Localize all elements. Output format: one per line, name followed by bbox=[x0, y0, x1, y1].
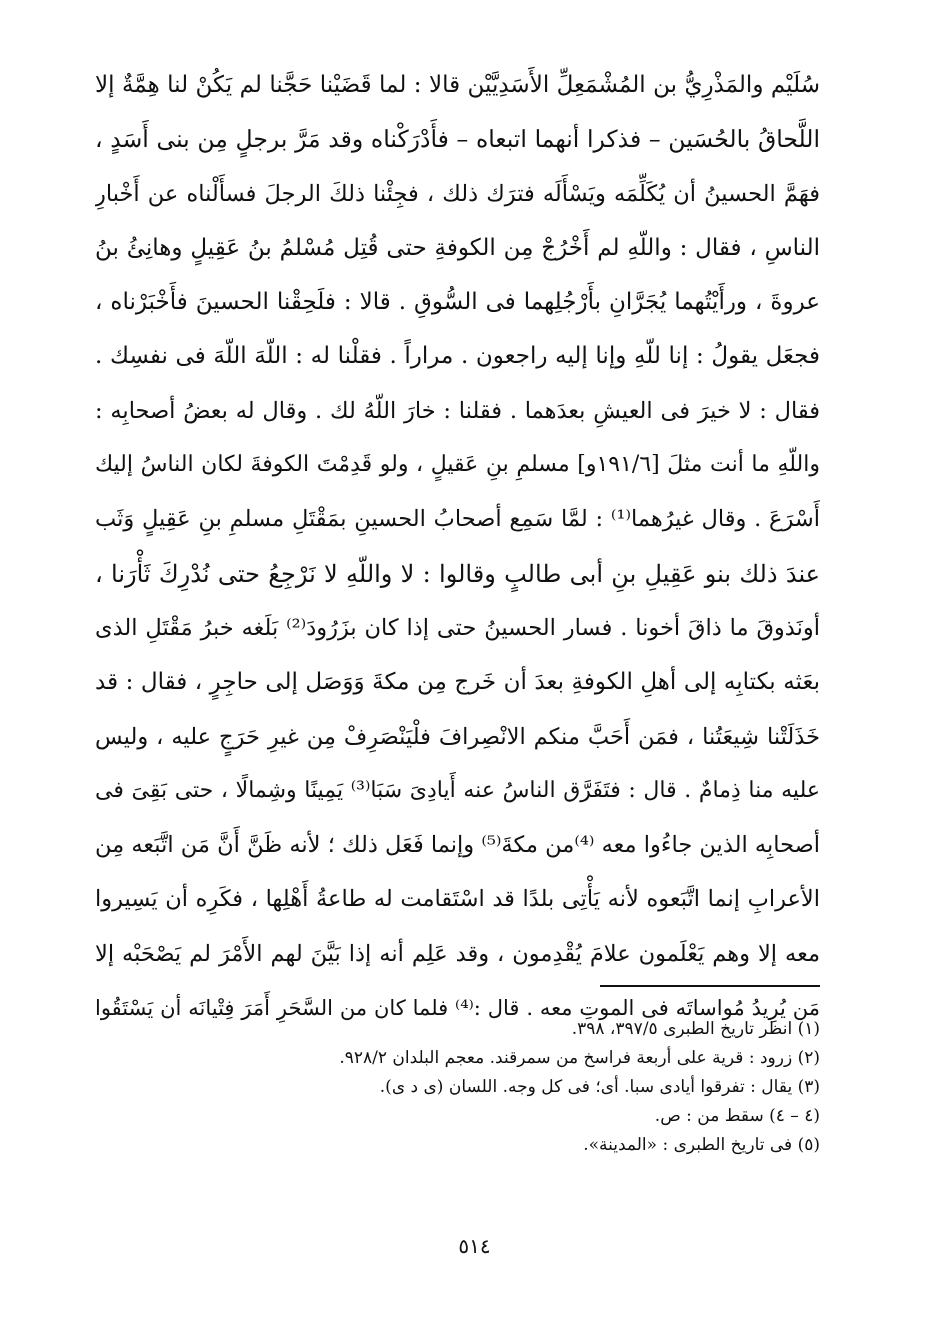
text-line-17: معه إلا وهم يَعْلَمون علامَ يُقْدِمون ، وقد عَلِم أنه إذا بَيَّنَ لهم الأَمْرَ لم يَصْحَبْه إلا bbox=[95, 940, 820, 967]
text-line-8: واللّهِ ما أنت مثلَ [١٩١/٦و] مسلمِ بنِ عَقيلٍ ، ولو قَدِمْتَ الكوفةَ لكان الناسُ إليك bbox=[95, 452, 820, 478]
text-line-11: أونَذوقَ ما ذاقَ أخونا . فسار الحسينُ حتى إذا كان بزَرُودَ⁽²⁾ بَلَغه خبرُ مَقْتَلِ الذى bbox=[95, 614, 820, 641]
footnotes bbox=[280, 1015, 820, 1160]
text-line-14: عليه منا ذِمامٌ . قال : فتَفَرَّق الناسُ عنه أَيادِىَ سَبَا⁽³⁾ يَمِينًا وشِمالًا ، حتى بَقِىَ فى bbox=[95, 777, 820, 803]
footnote-separator bbox=[600, 985, 820, 987]
text-line-7: فقال : لا خيرَ فى العيشِ بعدَهما . فقلنا : خارَ اللّهُ لك . وقال له بعضُ أصحابِه : bbox=[95, 397, 820, 424]
text-line-6: فجعَل يقولُ : إنا للّهِ وإنا إليه راجعون . مراراً . فقلْنا له : اللّهَ اللّهَ فى نفسِك . bbox=[95, 343, 820, 370]
text-line-18: مَن يُرِيدُ مُواساتَه فى الموتِ معه . قال :⁽⁴⁾ فلما كان من السَّحَرِ أَمَرَ فِتْيانَه أن يَسْتَقُوا bbox=[95, 996, 820, 1021]
footnote-4: (٤ – ٤) سقط من : ص. bbox=[654, 1106, 820, 1126]
footnote-5: (٥) فى تاريخ الطبرى : «المدينة». bbox=[583, 1135, 820, 1155]
page-number: ٥١٤ bbox=[458, 1234, 491, 1258]
text-line-2: اللَّحاقُ بالحُسَين – فذكرا أنهما اتبعاه – فأَدْرَكْناه وقد مَرَّ برجلٍ مِن بنى أَسَدٍ ، bbox=[95, 125, 820, 154]
text-line-16: الأعرابِ إنما اتَّبَعوه لأنه يَأْتِى بلدًا قد اسْتَقامت له طاعةُ أَهْلِها ، فكَرِه أن يَسِيروا bbox=[95, 886, 820, 913]
main-text-body bbox=[95, 58, 820, 1035]
text-line-12: بعَثه بكتابِه إلى أهلِ الكوفةِ بعدَ أن خَرج مِن مكةَ وَوَصَل إلى حاجِرٍ ، فقال : قد bbox=[95, 669, 820, 696]
footnote-2: (٢) زرود : قرية على أربعة فراسخ من سمرقند. معجم البلدان ٩٢٨/٢. bbox=[339, 1048, 820, 1068]
text-line-9: أَسْرَعَ . وقال غيرُهما⁽¹⁾ : لمَّا سَمِع أصحابُ الحسينِ بمَقْتَلِ مسلمِ بنِ عَقِيلٍ وَثَب bbox=[95, 506, 820, 533]
text-line-4: الناسِ ، فقال : واللّهِ لم أَخْرُجْ مِن الكوفةِ حتى قُتِل مُسْلمُ بنُ عَقِيلٍ وهانِئُ بنُ bbox=[95, 234, 820, 261]
footnote-1: (١) انظر تاريخ الطبرى ٣٩٧/٥، ٣٩٨. bbox=[571, 1019, 820, 1039]
text-line-10: عندَ ذلك بنو عَقِيلِ بنِ أبى طالبٍ وقالوا : لا واللّهِ لا نَرْجِعُ حتى نُدْرِكَ ثَأْرَنا ، bbox=[95, 559, 820, 588]
footnote-3: (٣) يقال : تفرقوا أيادى سبا. أى؛ فى كل وجه. اللسان (ى د ى). bbox=[379, 1077, 820, 1097]
text-line-3: فهَمَّ الحسينُ أن يُكَلِّمَه ويَسْأَلَه فترَك ذلك ، فجِئْنا ذلكَ الرجلَ فسأَلْناه عن أَخْبارِ bbox=[95, 180, 820, 207]
text-line-1: سُلَيْم والمَذْرِيُّ بن المُشْمَعِلِّ الأَسَدِيَّيْن قالا : لما قَضَيْنا حَجَّنا لم يَكُنْ لنا هِمَّةٌ إلا bbox=[95, 72, 820, 98]
text-line-5: عروةَ ، ورأَيْتُهما يُجَرَّانِ بأَرْجُلِهما فى السُّوقِ . قالا : فلَحِقْنا الحسينَ فأَخْبَرْناه ، bbox=[95, 289, 820, 316]
text-line-15: أصحابِه الذين جاءُوا معه ⁽⁴⁾من مكةَ⁽⁵⁾ وإنما فَعَل ذلك ؛ لأنه ظَنَّ أَنَّ مَن اتَّبَعه مِن bbox=[95, 832, 820, 859]
text-line-13: خَذَلَتْنا شِيعَتُنا ، فمَن أَحَبَّ منكم الانْصِرافَ فلْيَنْصَرِفْ مِن غيرِ حَرَجٍ عليه ، وليس bbox=[95, 723, 820, 750]
